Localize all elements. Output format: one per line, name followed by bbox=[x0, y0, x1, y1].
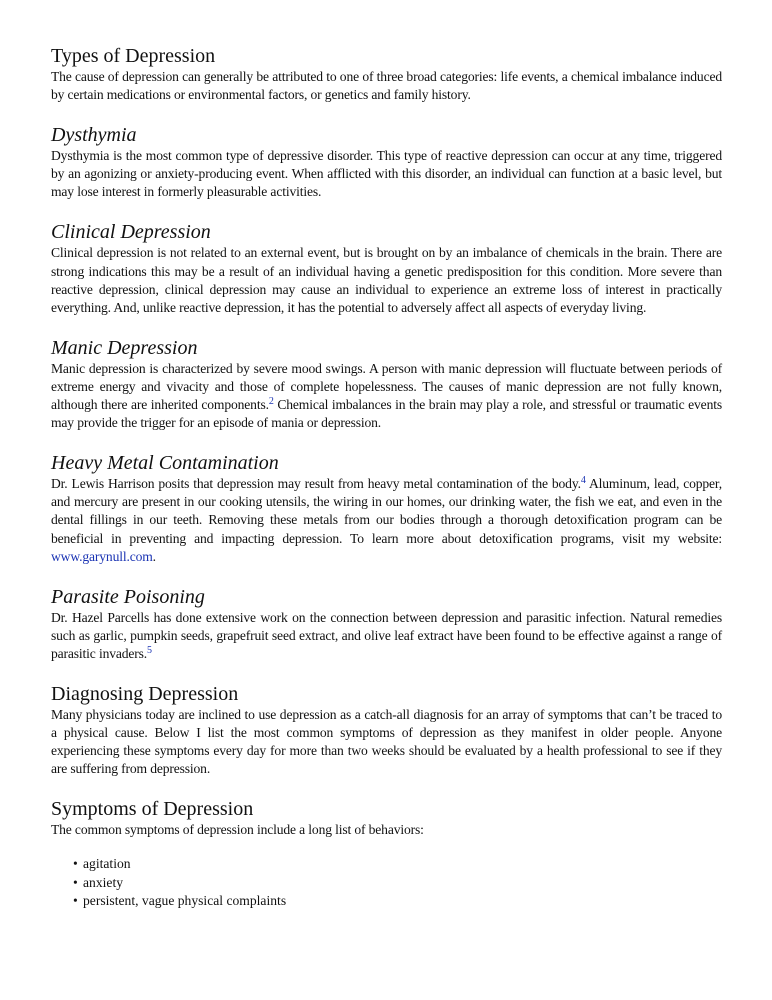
website-link[interactable]: www.garynull.com bbox=[51, 548, 153, 564]
paragraph bbox=[51, 475, 722, 565]
paragraph-text: The common symptoms of depression include a long list of behaviors: bbox=[51, 822, 424, 838]
paragraph-text: Manic depression is characterized by severe mood swings. A person with manic depression will fluctuate between periods of extreme energy and vivacity and those of complete hopelessness. The causes of manic depression are not fully known, although there are inherited components. bbox=[51, 360, 722, 413]
paragraph-text: Dr. Lewis Harrison posits that depression may result from heavy metal contamination of the body. bbox=[51, 476, 581, 492]
section-heading: Diagnosing Depression bbox=[51, 682, 239, 705]
section-heading: Parasite Poisoning bbox=[51, 585, 205, 608]
paragraph-text: Clinical depression is not related to an external event, but is brought on by an imbalance of chemicals in the brain. There are strong indications this may be a result of an individual having a genetic predisposition for this condition. More severe than reactive depression, clinical depression may cause an individual to experience an extreme loss of interest in practically everything. And, unlike reactive depression, it has the potential to adversely affect all aspects of everyday living. bbox=[51, 245, 722, 315]
paragraph bbox=[51, 147, 722, 201]
footnote-reference[interactable]: 2 bbox=[268, 396, 274, 408]
paragraph bbox=[51, 68, 722, 104]
paragraph bbox=[51, 609, 722, 663]
paragraph-text: The cause of depression can generally be attributed to one of three broad categories: life events, a chemical imbalance induced by certain medications or environmental factors, or genetics and family history. bbox=[51, 69, 722, 103]
section-heading: Manic Depression bbox=[51, 336, 198, 359]
bullet-icon: • bbox=[73, 892, 78, 908]
footnote-reference[interactable]: 4 bbox=[580, 475, 586, 487]
section-parasite-poisoning bbox=[51, 585, 722, 663]
list-item-text: anxiety bbox=[83, 874, 124, 890]
section-symptoms-of-depression bbox=[51, 797, 722, 909]
paragraph-text: Many physicians today are inclined to use depression as a catch-all diagnosis for an array of symptoms that can’t be traced to a physical cause. Below I list the most common symptoms of depression as they manifest in older people. Anyone experiencing these symptoms every day for more than two weeks should be evaluated by a health professional to see if they are suffering from depression. bbox=[51, 706, 722, 777]
list-item bbox=[73, 874, 722, 892]
list-item bbox=[73, 855, 722, 873]
paragraph-text: . bbox=[152, 548, 156, 564]
section-dysthymia bbox=[51, 123, 722, 201]
list-item-text: persistent, vague physical complaints bbox=[83, 892, 287, 908]
bullet-icon: • bbox=[73, 856, 78, 872]
paragraph-text: Aluminum, lead, copper, and mercury are present in our cooking utensils, the wiring in our homes, our drinking water, the fish we eat, and even in the dental fillings in our teeth. Removing these metals from our bodies through a thorough detoxification program can be beneficial in preventing and impacting depression. To learn more about detoxification programs, visit my website: bbox=[51, 476, 722, 546]
section-clinical-depression bbox=[51, 220, 722, 316]
section-heading: Dysthymia bbox=[51, 124, 137, 147]
section-types-of-depression bbox=[51, 44, 722, 104]
list-item-text: agitation bbox=[83, 856, 131, 872]
paragraph-text: Dr. Hazel Parcells has done extensive work on the connection between depression and parasitic infection. Natural remedies such as garlic, pumpkin seeds, grapefruit seed extract, and olive leaf extract have been found to be effective against a range of parasitic invaders. bbox=[51, 609, 722, 661]
list-item bbox=[73, 892, 722, 910]
symptom-list bbox=[51, 855, 722, 909]
document-page bbox=[51, 44, 722, 929]
section-heading: Heavy Metal Contamination bbox=[51, 452, 279, 475]
section-heading: Symptoms of Depression bbox=[51, 798, 254, 821]
paragraph bbox=[51, 706, 722, 778]
section-diagnosing-depression bbox=[51, 682, 722, 778]
paragraph-text: Dysthymia is the most common type of depressive disorder. This type of reactive depression can occur at any time, triggered by an agonizing or anxiety-producing event. When afflicted with this disorder, an individual can function at a basic level, but may lose interest in formerly pleasurable activities. bbox=[51, 148, 722, 200]
paragraph-text: Chemical imbalances in the brain may play a role, and stressful or traumatic events may provide the trigger for an episode of mania or depression. bbox=[51, 397, 722, 431]
section-manic-depression bbox=[51, 336, 722, 432]
footnote-reference[interactable]: 5 bbox=[147, 644, 152, 656]
bullet-icon: • bbox=[73, 874, 78, 890]
paragraph bbox=[51, 244, 722, 316]
section-heavy-metal-contamination bbox=[51, 451, 722, 565]
section-heading: Clinical Depression bbox=[51, 221, 211, 244]
paragraph bbox=[51, 360, 722, 432]
section-heading: Types of Depression bbox=[51, 45, 216, 67]
paragraph bbox=[51, 821, 722, 839]
